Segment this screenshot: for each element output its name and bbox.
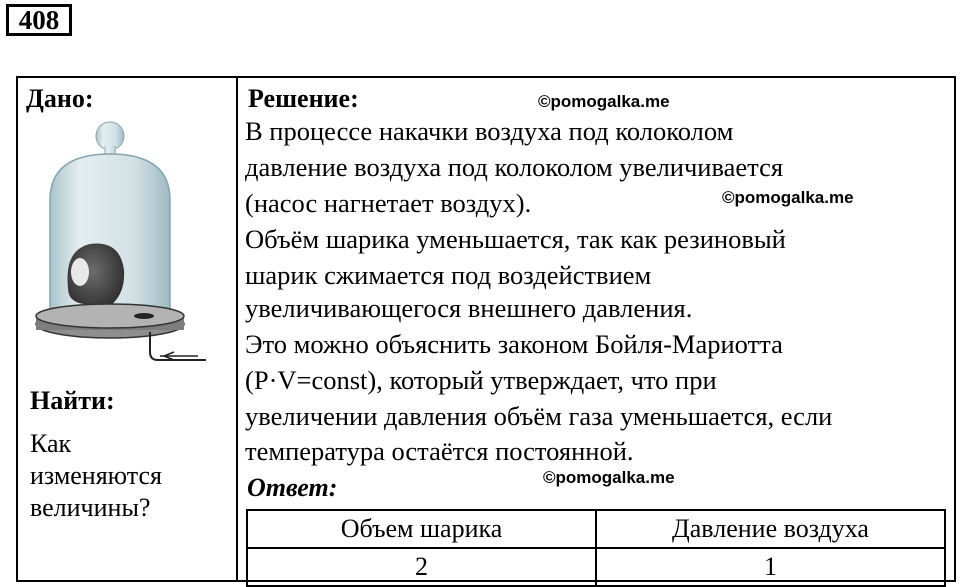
solution-line: (насос нагнетает воздух). bbox=[245, 188, 532, 218]
watermark: ©pomogalka.me bbox=[538, 92, 670, 111]
answer-value-row bbox=[247, 548, 945, 586]
answer-value-cell: 2 bbox=[247, 548, 596, 586]
find-label: Найти: bbox=[30, 386, 115, 415]
find-line: изменяются bbox=[30, 461, 162, 490]
solution-line: В процессе накачки воздуха под колоколом bbox=[245, 116, 734, 146]
solution-label: Решение: bbox=[248, 84, 359, 113]
watermark: ©pomogalka.me bbox=[722, 188, 854, 207]
answer-table bbox=[246, 509, 946, 587]
solution-line: увеличивающегося внешнего давления. bbox=[245, 293, 693, 323]
find-text bbox=[30, 428, 230, 524]
solution-line: давление воздуха под колоколом увеличивается bbox=[245, 152, 784, 182]
answer-header-row bbox=[247, 510, 945, 548]
solution-line: увеличении давления объём газа уменьшается, если bbox=[245, 401, 833, 431]
column-divider bbox=[236, 76, 238, 582]
solution-line: Объём шарика уменьшается, так как резиновый bbox=[245, 224, 786, 254]
watermark: ©pomogalka.me bbox=[543, 468, 675, 487]
given-label: Дано: bbox=[26, 84, 94, 113]
answer-label: Ответ: bbox=[247, 473, 338, 502]
solution-line: температура остаётся постоянной. bbox=[245, 436, 634, 466]
problem-number: 408 bbox=[6, 4, 72, 36]
answer-header-cell: Объем шарика bbox=[247, 510, 596, 548]
answer-value-cell: 1 bbox=[596, 548, 945, 586]
solution-line: (P·V=const), который утверждает, что при bbox=[245, 365, 717, 395]
find-line: величины? bbox=[30, 493, 151, 522]
answer-header-cell: Давление воздуха bbox=[596, 510, 945, 548]
solution-line: Это можно объяснить законом Бойля-Мариотта bbox=[245, 329, 783, 359]
solution-line: шарик сжимается под воздействием bbox=[245, 260, 652, 290]
find-line: Как bbox=[30, 429, 72, 458]
bell-jar-with-balloon-icon bbox=[28, 120, 212, 374]
